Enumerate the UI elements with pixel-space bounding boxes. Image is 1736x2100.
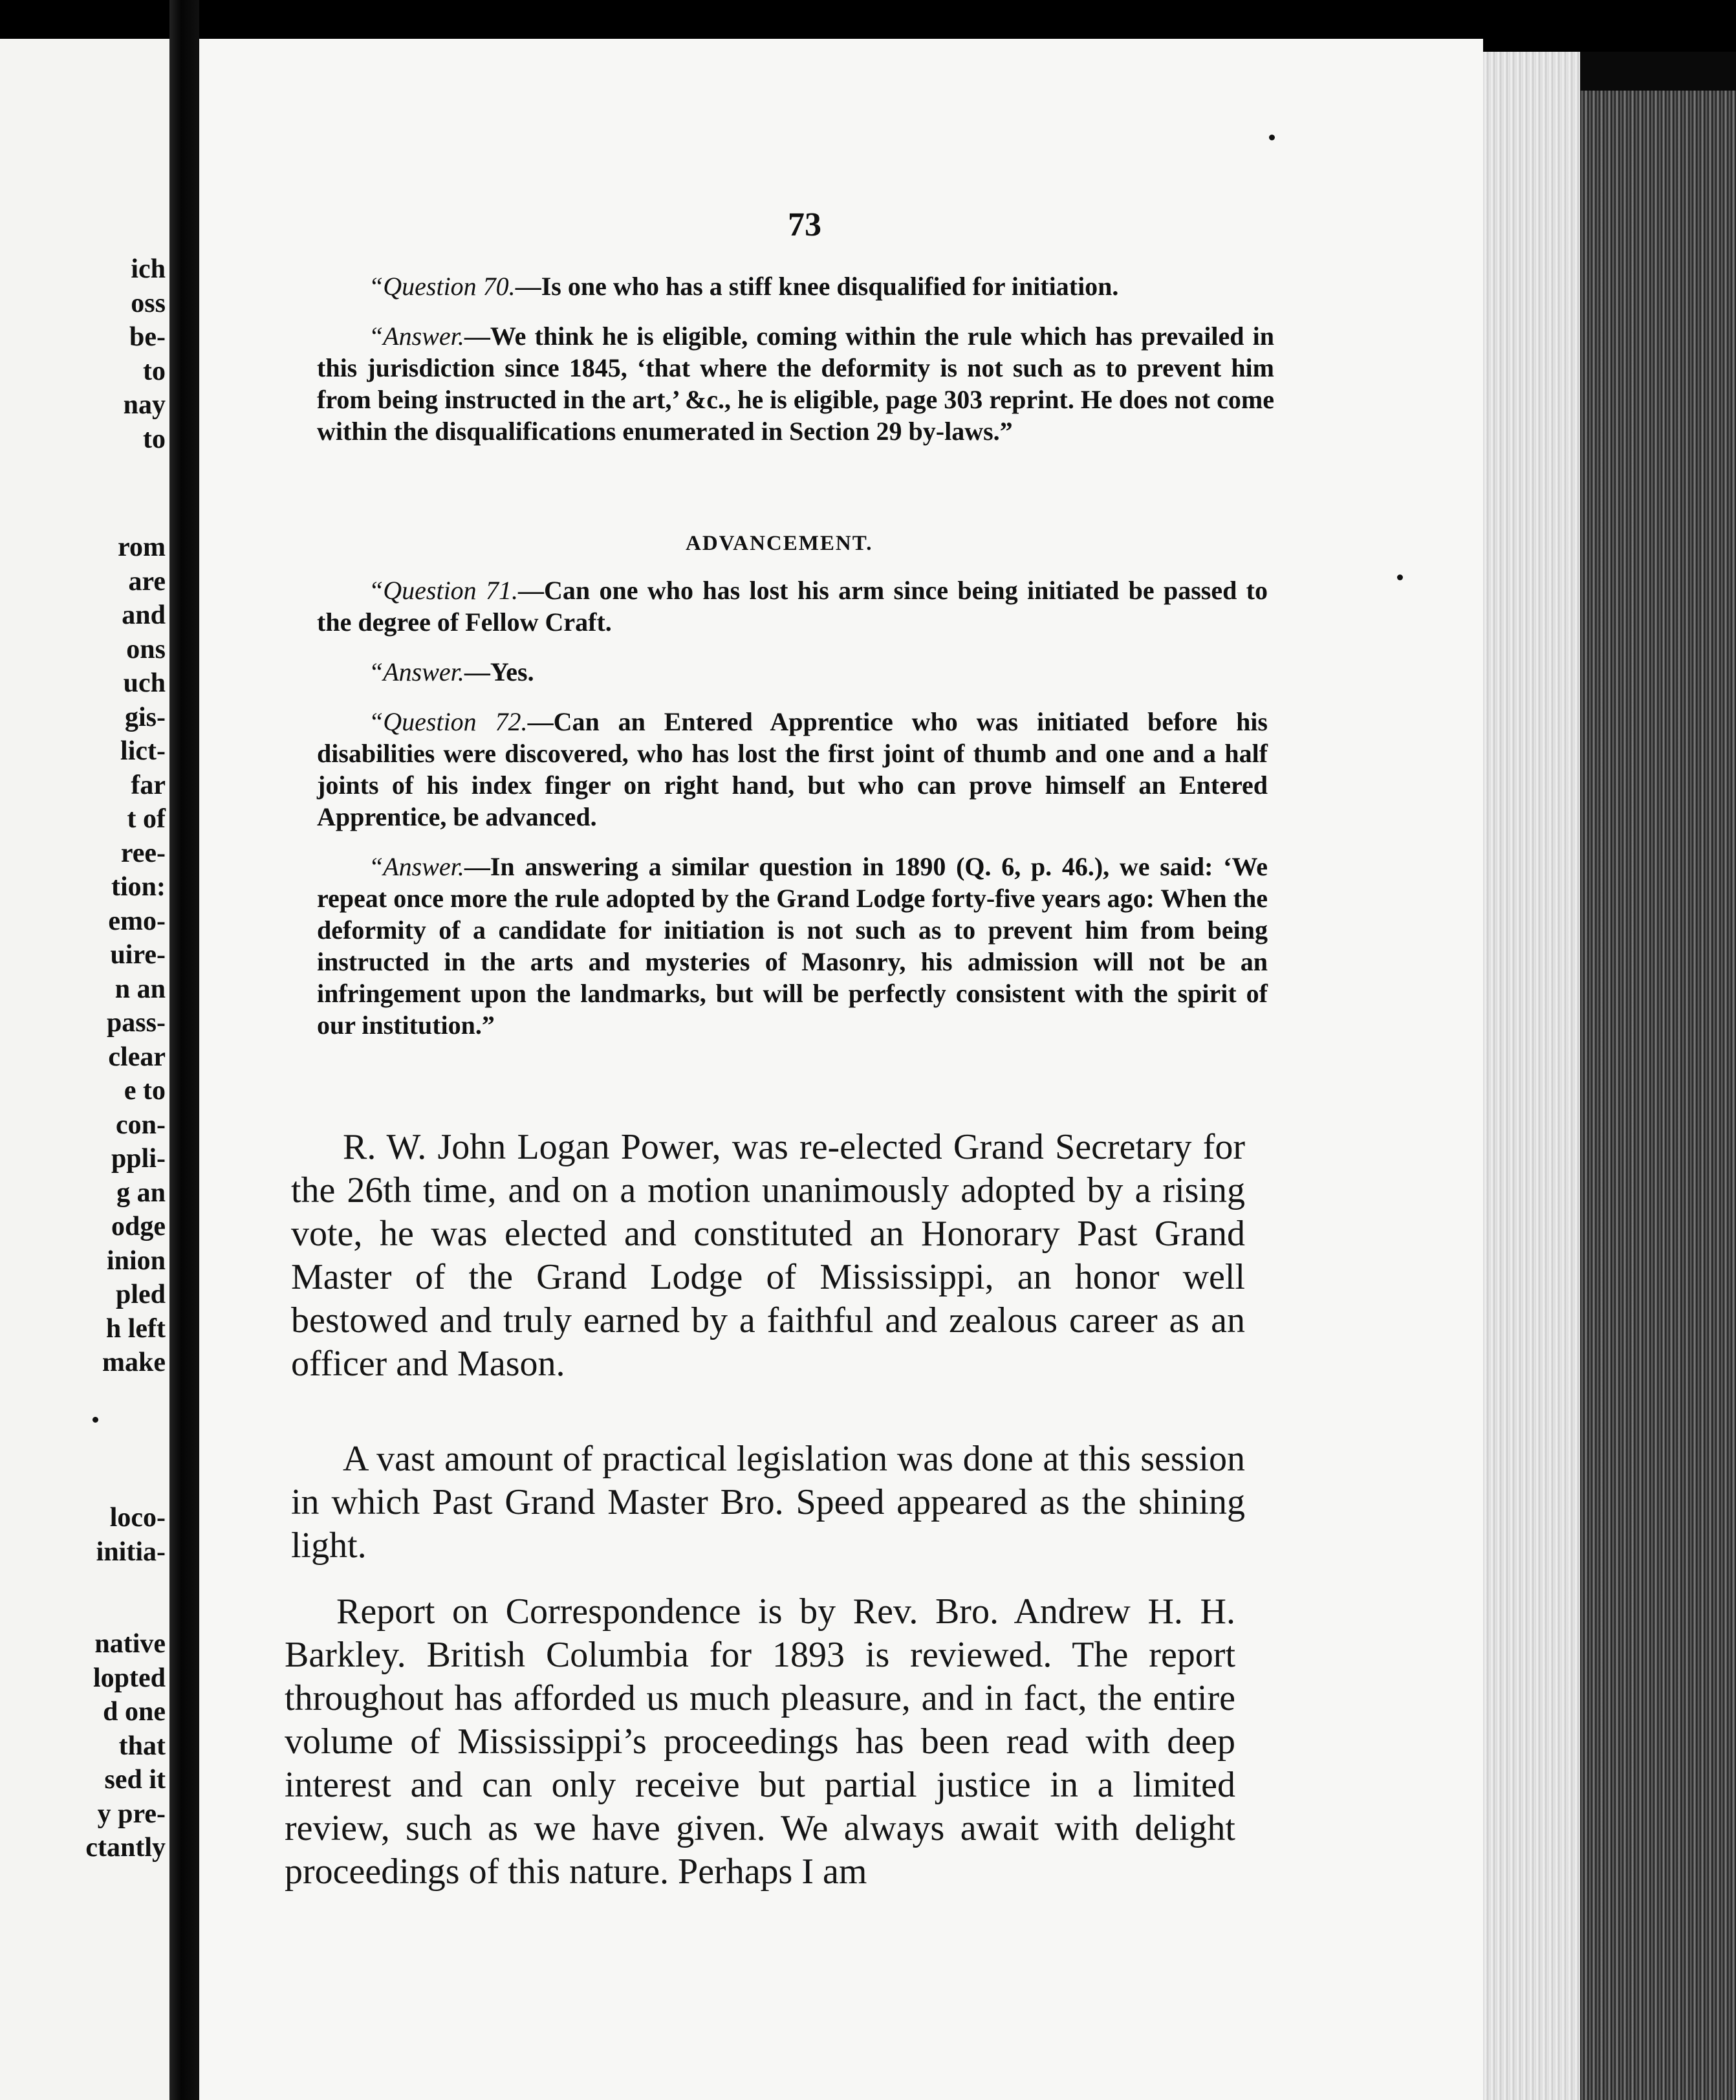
left-page-fragment: ree- <box>120 838 166 868</box>
question-72-label: “Question 72. <box>369 707 528 736</box>
left-page-fragment: inion <box>106 1245 166 1276</box>
left-page-fragment: sed it <box>104 1765 166 1795</box>
question-70 <box>317 270 1274 302</box>
body-paragraph-2 <box>291 1438 1245 1568</box>
left-page-fragment: d one <box>103 1697 166 1727</box>
paragraph-legislation: A vast amount of practical legislation was done at this session in which Past Grand Master Bro. Speed appeared as the shining light. <box>291 1439 1245 1566</box>
left-page-fragment: y pre- <box>97 1799 166 1829</box>
book-gutter <box>169 0 199 2100</box>
question-71-label: “Question 71. <box>369 576 519 605</box>
answer-71-label: “Answer. <box>369 657 464 686</box>
left-facing-page <box>0 39 169 2100</box>
ink-dot <box>92 1417 98 1423</box>
left-page-fragment: tion: <box>111 872 166 902</box>
left-page-fragment: nay <box>123 390 166 420</box>
answer-72 <box>317 851 1268 1041</box>
left-page-fragment: loco- <box>109 1503 166 1533</box>
question-70-text: —Is one who has a stiff knee disqualified for initiation. <box>515 272 1119 301</box>
left-page-fragment: pled <box>115 1280 166 1309</box>
left-page-fragment: far <box>131 770 166 800</box>
answer-71-text: —Yes. <box>464 657 534 686</box>
answer-72-text: —In answering a similar question in 1890 (Q. 6, p. 46.), we said: ‘We repeat once more the rule adopted by the Grand Lodge forty-five years ago: When the deformity of a candidate for initiation is not such as to prevent him from being instructed in the arts and mysteries of Masonry, his admission will not be an infringement upon the landmarks, but will be perfectly consistent with the spirit of our institution.” <box>317 852 1268 1040</box>
section-heading-advancement: ADVANCEMENT. <box>686 532 873 555</box>
left-page-fragment: clear <box>108 1042 166 1072</box>
question-72-text: —Can an Entered Apprentice who was initiated before his disabilities were discovered, who has lost the first joint of thumb and one and a half joints of his index finger on right hand, but who can prove himself an Entered Apprentice, be advanced. <box>317 707 1268 831</box>
body-paragraph-3 <box>285 1590 1235 1894</box>
left-page-fragment: oss <box>131 288 166 318</box>
question-71-text: —Can one who has lost his arm since being initiated be passed to the degree of Fellow Craft. <box>317 576 1268 637</box>
book-cover-edge <box>1580 52 1736 2100</box>
left-page-fragment: be- <box>129 322 166 352</box>
answer-72-label: “Answer. <box>369 852 464 881</box>
answer-70-text: —We think he is eligible, coming within the rule which has prevailed in this jurisdiction since 1845, ‘that where the deformity is not such as to prevent him from being instructed in the art,’ &c., he is eligible, page 303 reprint. He does not come within the disqualifications enumerated in Section 29 by-laws.” <box>317 322 1274 446</box>
question-answer-block-1 <box>317 270 1274 465</box>
left-page-fragment: native <box>94 1629 166 1659</box>
book-cover-top <box>1580 52 1736 91</box>
left-page-fragment: emo- <box>108 906 166 936</box>
left-page-fragment: odge <box>111 1212 166 1241</box>
left-page-fragment: to <box>143 424 166 454</box>
left-page-fragment: ctantly <box>85 1833 166 1863</box>
question-71 <box>317 574 1268 638</box>
question-72 <box>317 706 1268 833</box>
left-page-fragment: e to <box>124 1076 166 1106</box>
left-page-fragment: to <box>143 356 166 386</box>
ink-dot <box>1397 574 1403 580</box>
left-page-fragment: g an <box>116 1177 166 1208</box>
left-page-fragment: make <box>102 1348 166 1377</box>
body-paragraph-1 <box>291 1126 1245 1386</box>
left-page-fragment: gis- <box>125 702 166 732</box>
answer-71 <box>317 656 1268 688</box>
left-page-fragment: uch <box>123 668 166 698</box>
page-stack-edge <box>1483 52 1580 2100</box>
question-answer-block-2 <box>317 574 1268 1059</box>
left-page-fragment: and <box>122 600 166 630</box>
left-page-fragment: lict- <box>120 736 166 766</box>
ink-dot <box>1269 135 1275 140</box>
answer-70-label: “Answer. <box>369 322 464 351</box>
left-page-fragment: initia- <box>96 1537 166 1567</box>
left-page-fragment: t of <box>127 804 166 834</box>
answer-70 <box>317 320 1274 447</box>
left-page-fragment: are <box>128 566 166 596</box>
paragraph-correspondence: Report on Correspondence is by Rev. Bro. Andrew H. H. Barkley. British Columbia for 1893 is reviewed. The report throughout has afforded us much pleasure, and in fact, the entire volume of Mississippi’s proceedings has been read with deep interest and can only receive but partial justice in a limited review, such as we have given. We always await with delight proceedings of this nature. Perhaps I am <box>285 1591 1235 1892</box>
left-page-fragment: that <box>118 1731 166 1761</box>
left-page-fragment: lopted <box>92 1663 166 1693</box>
left-page-fragment: ich <box>131 254 166 284</box>
left-page-fragment: ppli- <box>111 1144 166 1174</box>
page-number: 73 <box>788 206 821 243</box>
left-page-fragment: pass- <box>106 1008 166 1038</box>
left-page-fragment: ons <box>126 634 166 664</box>
left-page-fragment: rom <box>118 532 166 562</box>
left-page-fragment: h left <box>105 1313 166 1344</box>
paragraph-power: R. W. John Logan Power, was re-elected Grand Secretary for the 26th time, and on a motion unanimously adopted by a rising vote, he was elected and constituted an Honorary Past Grand Master of the Grand Lodge of Mississippi, an honor well bestowed and truly earned by a faithful and zealous career as an officer and Mason. <box>291 1127 1245 1384</box>
question-70-label: “Question 70. <box>369 272 515 301</box>
left-page-fragment: uire- <box>110 940 166 970</box>
left-page-fragment: con- <box>116 1110 166 1140</box>
left-page-fragment: n an <box>114 974 166 1004</box>
